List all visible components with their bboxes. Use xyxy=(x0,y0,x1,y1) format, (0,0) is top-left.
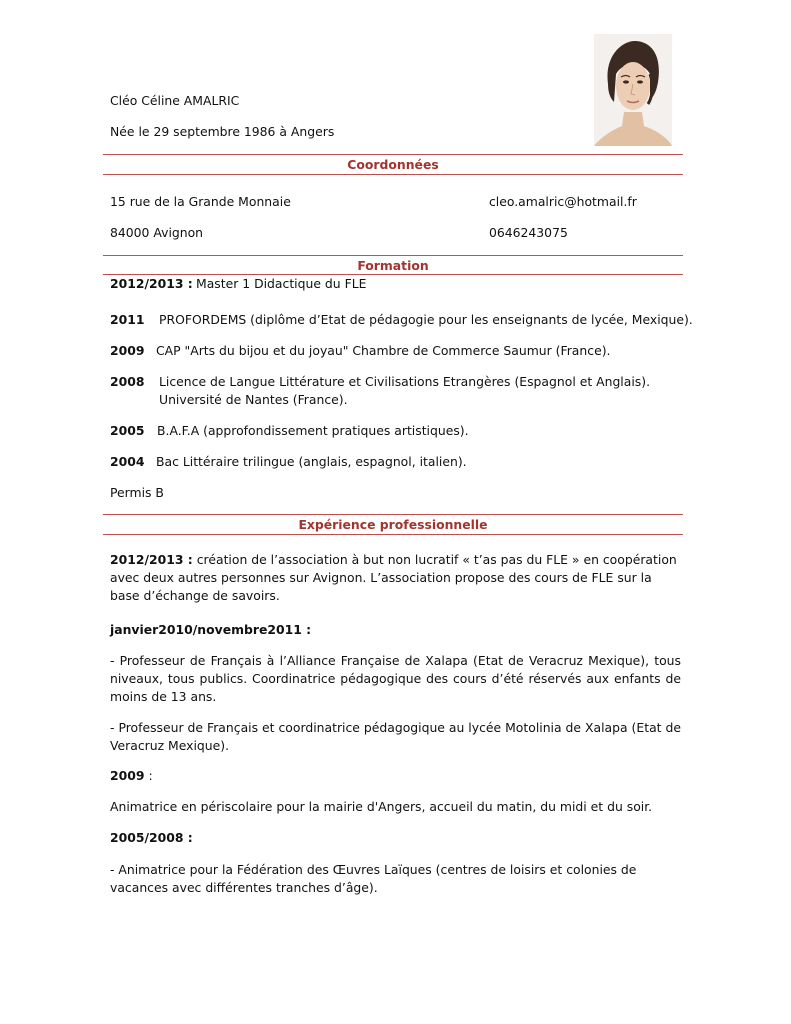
divider xyxy=(103,514,683,515)
birth-info: Née le 29 septembre 1986 à Angers xyxy=(110,124,335,139)
divider xyxy=(103,154,683,155)
driving-license: Permis B xyxy=(110,485,164,500)
section-title-experience: Expérience professionnelle xyxy=(298,517,488,532)
education-text: Master 1 Didactique du FLE xyxy=(196,276,367,291)
person-name: Cléo Céline AMALRIC xyxy=(110,93,240,108)
experience-date: 2005/2008 : xyxy=(110,830,193,845)
experience-date: 2012/2013 : xyxy=(110,552,193,567)
divider xyxy=(103,534,683,535)
education-year: 2004 xyxy=(110,454,145,469)
section-title-contact: Coordonnées xyxy=(347,157,439,172)
education-text: Bac Littéraire trilingue (anglais, espagnol, italien). xyxy=(156,454,467,469)
divider xyxy=(103,255,683,256)
experience-date-colon: : xyxy=(144,768,153,783)
education-text: B.A.F.A (approfondissement pratiques artistiques). xyxy=(157,423,469,438)
education-text: Licence de Langue Littérature et Civilisations Etrangères (Espagnol et Anglais). xyxy=(159,374,651,389)
education-year: 2008 xyxy=(110,374,145,389)
phone: 0646243075 xyxy=(489,225,568,240)
profile-photo xyxy=(594,34,672,146)
address-line-1: 15 rue de la Grande Monnaie xyxy=(110,194,291,209)
experience-date: janvier2010/novembre2011 : xyxy=(110,622,312,637)
experience-text: - Animatrice pour la Fédération des Œuvres Laïques (centres de loisirs et colonies de vacances avec différentes tranches d’âge). xyxy=(110,862,637,895)
experience-text: - Professeur de Français et coordinatrice pédagogique au lycée Motolinia de Xalapa (Etat de Veracruz Mexique). xyxy=(110,720,681,753)
experience-item xyxy=(110,551,681,605)
divider xyxy=(103,174,683,175)
address-line-2: 84000 Avignon xyxy=(110,225,204,240)
experience-text: Animatrice en périscolaire pour la mairie d'Angers, accueil du matin, du midi et du soir. xyxy=(110,799,653,814)
education-year: 2009 xyxy=(110,343,145,358)
education-year: 2005 xyxy=(110,423,145,438)
experience-text: - Professeur de Français à l’Alliance Française de Xalapa (Etat de Veracruz Mexique), tous niveaux, tous publics. Coordinatrice pédagogique des cours d’été réservés aux enfants de moins de 13 ans. xyxy=(110,653,681,704)
education-year: 2011 xyxy=(110,312,145,327)
section-title-education: Formation xyxy=(357,258,429,273)
experience-text: création de l’association à but non lucratif « t’as pas du FLE » en coopération avec deux autres personnes sur Avignon. L’association propose des cours de FLE sur la base d’échange de savoirs. xyxy=(110,552,677,603)
experience-item xyxy=(110,767,153,785)
experience-date: 2009 xyxy=(110,768,145,783)
education-text-continued: Université de Nantes (France). xyxy=(159,392,348,407)
education-text: CAP "Arts du bijou et du joyau" Chambre de Commerce Saumur (France). xyxy=(156,343,611,358)
education-year: 2012/2013 : xyxy=(110,276,193,291)
email: cleo.amalric@hotmail.fr xyxy=(489,194,637,209)
education-text: PROFORDEMS (diplôme d’Etat de pédagogie pour les enseignants de lycée, Mexique). xyxy=(159,312,693,327)
